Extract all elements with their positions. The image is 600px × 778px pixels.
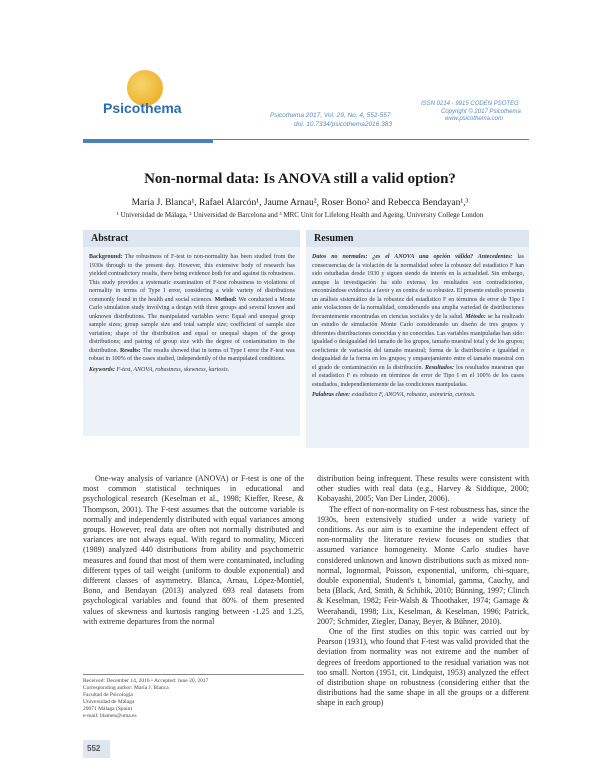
keywords: F-test, ANOVA, robustness, skewness, kurtosis. <box>116 366 230 373</box>
abstract-body <box>89 253 295 374</box>
affiliations: ¹ Universidad de Málaga, ² Universidad de Barcelona and ³ MRC Unit for Lifelong Health and Ageing, University College London <box>116 211 484 219</box>
abstract-box <box>83 230 300 436</box>
resumen-heading: Resumen <box>314 233 354 244</box>
body-paragraph: The effect of non-normality on F-test robustness has, since the 1930s, been extensively studied under a wide variety of conditions. As our aim is to examine the independent effect of non-normality the literature review focuses on studies that assumed variance homogeneity. Monte Carlo studies have considered unknown and known distributions such as mixed non-normal, lognormal, Poisson, exponential, uniform, chi-square, double exponential, Student's t, binomial, gamma, Cauchy, and beta (Black, Ard, Smith, & Schibik, 2010; Bünning, 1997; Clinch & Keselman, 1982; Feir-Walsh & Thoothaker, 1974; Gamage & Weerahandi, 1998; Lix, Keselman, & Keselman, 1996; Patrick, 2007; Schmider, Ziegler, Danay, Beyer, & Bühner, 2010). <box>317 504 529 626</box>
label-resultados: Resultados: <box>425 364 455 371</box>
copyright: Copyright © 2017 Psicothema <box>441 108 521 115</box>
abstract-keywords <box>89 366 295 375</box>
palabras-clave: estadístico F, ANOVA, robustez, asimetría, curtosis. <box>351 392 476 398</box>
label-results: Results: <box>119 347 141 354</box>
city: 29071 Málaga (Spain) <box>83 706 133 712</box>
abstract-header <box>83 230 300 247</box>
resumen-header <box>306 230 529 247</box>
authors: María J. Blanca¹, Rafael Alarcón¹, Jaume Arnau², Roser Bono² and Rebecca Bendayan¹,³ <box>131 198 469 208</box>
issn: ISSN 0214 - 9915 CODEN PSOTEG <box>421 101 519 107</box>
website: www.psicothema.com <box>445 116 504 122</box>
resumen-box <box>306 230 529 448</box>
email: e-mail: blamen@uma.es <box>83 713 137 719</box>
received-dates: Received: December 14, 2016 • Accepted: June 20, 2017 <box>83 678 209 684</box>
page-number: 552 <box>87 744 101 753</box>
resumen-body <box>312 253 524 400</box>
text-background: The robustness of F-test to non-normality has been studied from the 1930s through to the present day. However, this extensive body of research has yielded contradictory results, there being evidence both for and against its robustness. This study provides a systematic examination of F-test robustness to violations of normality in terms of Type I error, considering a wide variety of distributions commonly found in the health and social sciences. <box>89 254 295 303</box>
body-paragraph: distribution being infrequent. These results were consistent with other studies with real data (e.g., Harvey & Siddique, 2000; Kobayashi, 2005; Van Der Linder, 2006). <box>317 474 529 504</box>
footnote <box>83 678 304 720</box>
text-results: The results showed that in terms of Type I error the F-test was robust in 100% of the cases studied, independently of the manipulated conditions. <box>89 347 295 362</box>
body-paragraph: One-way analysis of variance (ANOVA) or F-test is one of the most common statistical techniques in educational and psychological research (Keselman et al., 1998; Kieffer, Reese, & Thompson, 2001). The F-test assumes that the outcome variable is normally and independently distributed with equal variances among groups. However, real data are often not normally distributed and variances are not always equal. With regard to normality, Micceri (1989) analyzed 440 distributions from ability and psychometric measures and found that most of them were contaminated, including different types of tail weight (uniform to double exponential) and different classes of asymmetry. Blanca, Arnau, López-Montiel, Bono, and Bendayan (2013) analyzed 693 real datasets from psychological variables and found that 80% of them presented values of skewness and kurtosis ranging between -1.25 and 1.25, with extreme departures from the normal <box>83 474 304 626</box>
citation: Psicothema 2017, Vol. 29, No. 4, 552-557 <box>270 112 391 119</box>
body-right-column <box>317 474 529 709</box>
doi: doi: 10.7334/psicothema2016.383 <box>294 121 392 128</box>
label-background: Background: <box>89 254 123 260</box>
label-metodo: Método: <box>465 313 486 320</box>
body-left-column <box>83 474 304 627</box>
corresponding-author: Corresponding author: María J. Blanca <box>83 685 169 691</box>
faculty: Facultad de Psicología <box>83 692 133 698</box>
paper-title: Non-normal data: Is ANOVA still a valid option? <box>144 171 456 187</box>
palabras-clave-label: Palabras clave: <box>312 392 351 398</box>
body-paragraph: One of the first studies on this topic was carried out by Pearson (1931), who found that F-test was valid provided that the deviation from normality was not extreme and the number of degrees of freedom apportioned to the residual variation was not too small. Norton (1951, cit. Lindquist, 1953) analyzed the effect of distribution shape on robustness (considering either that the distributions had the same shape in all the groups or a different shape in each group) <box>317 627 529 708</box>
university: Universidad de Málaga <box>83 699 135 705</box>
header-bar <box>83 139 213 143</box>
text-metodo: se ha realizado un estudio de simulación Monte Carlo considerando un diseño de tres grupos y diferentes distribuciones conocidas y no conocidas. Las variables manipuladas han sido: igualdad o desigualdad del tamaño de los grupos, tamaño muestral total y de los grupos; coeficiente de variación del tamaño muestral; forma de la distribución e igualdad o desigualdad de la forma en los grupos; y emparejamiento entre el tamaño muestral con el grado de contaminación en la distribución. <box>312 313 524 371</box>
label-antecedentes: Datos no normales: ¿es el ANOVA una opción válida? Antecedentes: <box>312 254 513 260</box>
text-resultados: los resultados muestran que el estadístico F es robusto en términos de error de Tipo I en el 100% de los casos estudiados, independientemente de las condiciones manipuladas. <box>312 364 525 388</box>
text-antecedentes: las consecuencias de la violación de la normalidad sobre la robustez del estadístico F han sido estudiadas desde 1930 y siguen siendo de interés en la actualidad. Sin embargo, aunque la investigación ha sido extensa, los resultados son contradictorios, encontrándose evidencia a favor y en contra de su robustez. El presente estudio presenta un análisis sistemático de la robustez del estadístico F en términos de error de Tipo I ante violaciones de la normalidad, considerando una amplia variedad de distribuciones frecuentemente encontradas en ciencias sociales y de la salud. <box>312 254 524 320</box>
page-number-box <box>83 740 110 758</box>
issn-block <box>421 101 521 124</box>
text-method: We conducted a Monte Carlo simulation study involving a design with three groups and several known and unknown distributions. The manipulated variables were: Equal and unequal group sample sizes; group sample size and total sample size; coefficient of sample size variation; shape of the distribution and equal or unequal shapes of the group distributions; and pairing of group size with the degree of contamination in the distribution. <box>89 296 295 354</box>
abstract-heading: Abstract <box>91 233 129 244</box>
keywords-label: Keywords: <box>89 366 115 373</box>
footnote-rule <box>83 674 304 675</box>
citation-block <box>270 111 392 129</box>
resumen-keywords <box>312 391 524 400</box>
label-method: Method: <box>214 296 237 303</box>
journal-logo <box>103 70 198 128</box>
journal-name: Psicothema <box>103 100 182 116</box>
